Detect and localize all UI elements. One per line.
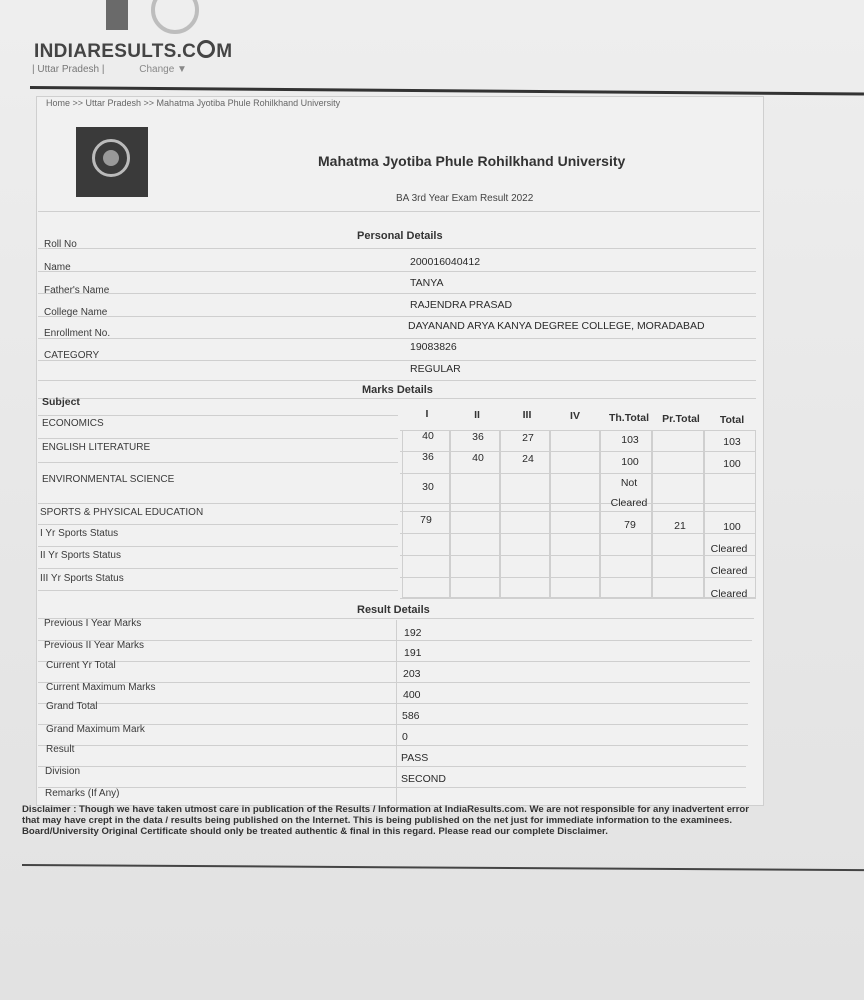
current-year-total-label: Current Yr Total — [46, 660, 116, 671]
sports-status-value: Cleared — [710, 588, 748, 600]
category-value: REGULAR — [410, 363, 461, 375]
subject-name: ECONOMICS — [42, 418, 104, 429]
result-value: PASS — [401, 752, 429, 764]
divider — [38, 360, 756, 361]
marks-cell: Not — [620, 477, 638, 489]
divider — [38, 338, 756, 339]
divider — [38, 546, 398, 547]
breadcrumb[interactable]: Home >> Uttar Pradesh >> Mahatma Jyotiba Phule Rohilkhand University — [46, 98, 341, 108]
column-pr-cell — [652, 430, 704, 598]
result-details-title: Result Details — [357, 604, 430, 616]
divider — [38, 590, 398, 591]
site-name: INDIARESULTS.C — [34, 41, 197, 62]
divider — [38, 524, 398, 525]
marks-cell: 100 — [723, 521, 741, 533]
state-selector — [32, 64, 187, 75]
marks-cell: 40 — [472, 452, 484, 464]
divider — [38, 661, 750, 662]
practical-total-header: Pr.Total — [662, 413, 700, 425]
grand-total-value: 586 — [402, 710, 420, 722]
category-label: CATEGORY — [44, 350, 100, 361]
result-label: Result — [46, 744, 75, 755]
father-name-value: RAJENDRA PRASAD — [410, 299, 513, 311]
roll-no-label: Roll No — [44, 239, 77, 250]
divider — [38, 293, 756, 294]
marks-cell: 36 — [472, 431, 484, 443]
divider — [38, 745, 748, 746]
divider — [38, 640, 752, 641]
college-name-label: College Name — [44, 307, 108, 318]
current-max-marks-label: Current Maximum Marks — [46, 682, 156, 693]
subject-name: SPORTS & PHYSICAL EDUCATION — [40, 507, 204, 518]
grand-max-mark-value: 0 — [402, 731, 408, 743]
divider — [38, 248, 756, 249]
divider — [38, 766, 746, 767]
divider — [38, 211, 760, 212]
result-value-column — [396, 620, 750, 806]
divider — [38, 398, 756, 399]
divider — [38, 462, 398, 463]
father-name-label: Father's Name — [44, 285, 110, 296]
marks-cell: 36 — [422, 451, 434, 463]
marks-cell: 100 — [621, 456, 639, 468]
grand-max-mark-label: Grand Maximum Mark — [46, 724, 145, 735]
paper-iv-header: IV — [570, 410, 580, 422]
theory-total-header: Th.Total — [608, 412, 650, 424]
subject-header: Subject — [42, 396, 80, 408]
paper-ii-header: II — [474, 409, 480, 421]
header-divider — [30, 86, 864, 96]
grand-total-label: Grand Total — [46, 701, 98, 712]
current-year-total-value: 203 — [403, 668, 421, 680]
previous-i-year-label: Previous I Year Marks — [44, 618, 142, 629]
division-value: SECOND — [401, 773, 446, 785]
marks-cell: 79 — [624, 519, 636, 531]
university-seal-icon — [92, 139, 130, 177]
sports-status-label: III Yr Sports Status — [40, 573, 124, 584]
university-logo — [76, 127, 148, 197]
paper-i-header: I — [425, 408, 429, 420]
marks-cell: 27 — [522, 432, 534, 444]
marks-cell: 79 — [420, 514, 432, 526]
marks-cell: Cleared — [610, 497, 648, 509]
divider — [38, 438, 398, 439]
name-label: Name — [44, 262, 71, 273]
marks-cell: 21 — [674, 520, 686, 532]
divider — [38, 787, 746, 788]
logo-o-icon — [197, 40, 215, 58]
enrollment-no-value: 19083826 — [410, 341, 457, 353]
disclaimer-text: Disclaimer : Though we have taken utmost care in publication of the Results / Information at IndiaResults.com. We are not responsible for any inadvertent error that may have crept in the data / results being published on the Internet. This is being published on the net just for immediate information to the examinees. Board/University Original Certificate should only be treated authentic & final in this regard. Please read our complete Disclaimer. — [22, 804, 749, 837]
divider — [38, 703, 748, 704]
personal-details-title: Personal Details — [357, 230, 443, 242]
marks-details-title: Marks Details — [362, 384, 433, 396]
site-logo-graphic — [100, 0, 210, 38]
divider — [38, 618, 754, 619]
marks-cell: 103 — [621, 434, 639, 446]
sports-status-label: II Yr Sports Status — [40, 550, 121, 561]
marks-cell: 100 — [723, 458, 741, 470]
marks-cell: 40 — [422, 430, 434, 442]
marks-cell: 30 — [422, 481, 434, 493]
sports-status-value: Cleared — [710, 543, 748, 555]
previous-ii-year-value: 191 — [404, 647, 422, 659]
divider — [400, 598, 756, 599]
divider — [38, 271, 756, 272]
divider — [38, 380, 756, 381]
change-state-link[interactable]: Change ▼ — [139, 64, 187, 75]
name-value: TANYA — [410, 277, 444, 289]
site-name-suffix: M — [216, 41, 233, 62]
roll-no-value: 200016040412 — [410, 256, 481, 268]
marks-cell: 24 — [522, 453, 534, 465]
divider — [38, 568, 398, 569]
previous-ii-year-label: Previous II Year Marks — [44, 640, 145, 651]
university-name: Mahatma Jyotiba Phule Rohilkhand University — [318, 153, 626, 169]
enrollment-no-label: Enrollment No. — [44, 328, 111, 339]
state-label: | Uttar Pradesh | — [32, 64, 105, 75]
exam-title: BA 3rd Year Exam Result 2022 — [396, 193, 534, 204]
total-header: Total — [719, 414, 745, 426]
remarks-label: Remarks (If Any) — [45, 788, 120, 799]
college-name-value: DAYANAND ARYA KANYA DEGREE COLLEGE, MORADABAD — [408, 320, 705, 332]
subject-name: ENGLISH LITERATURE — [42, 442, 151, 453]
footer-divider — [22, 864, 864, 871]
paper-iii-header: III — [522, 409, 532, 421]
previous-i-year-value: 192 — [404, 627, 422, 639]
sports-status-label: I Yr Sports Status — [40, 528, 119, 539]
marks-cell: 103 — [723, 436, 741, 448]
division-label: Division — [45, 766, 81, 777]
subject-name: ENVIRONMENTAL SCIENCE — [42, 474, 175, 485]
current-max-marks-value: 400 — [403, 689, 421, 701]
site-logo[interactable] — [34, 40, 232, 63]
column-iv-cell — [550, 430, 600, 598]
divider — [38, 415, 398, 416]
sports-status-value: Cleared — [710, 565, 748, 577]
divider — [38, 316, 756, 317]
